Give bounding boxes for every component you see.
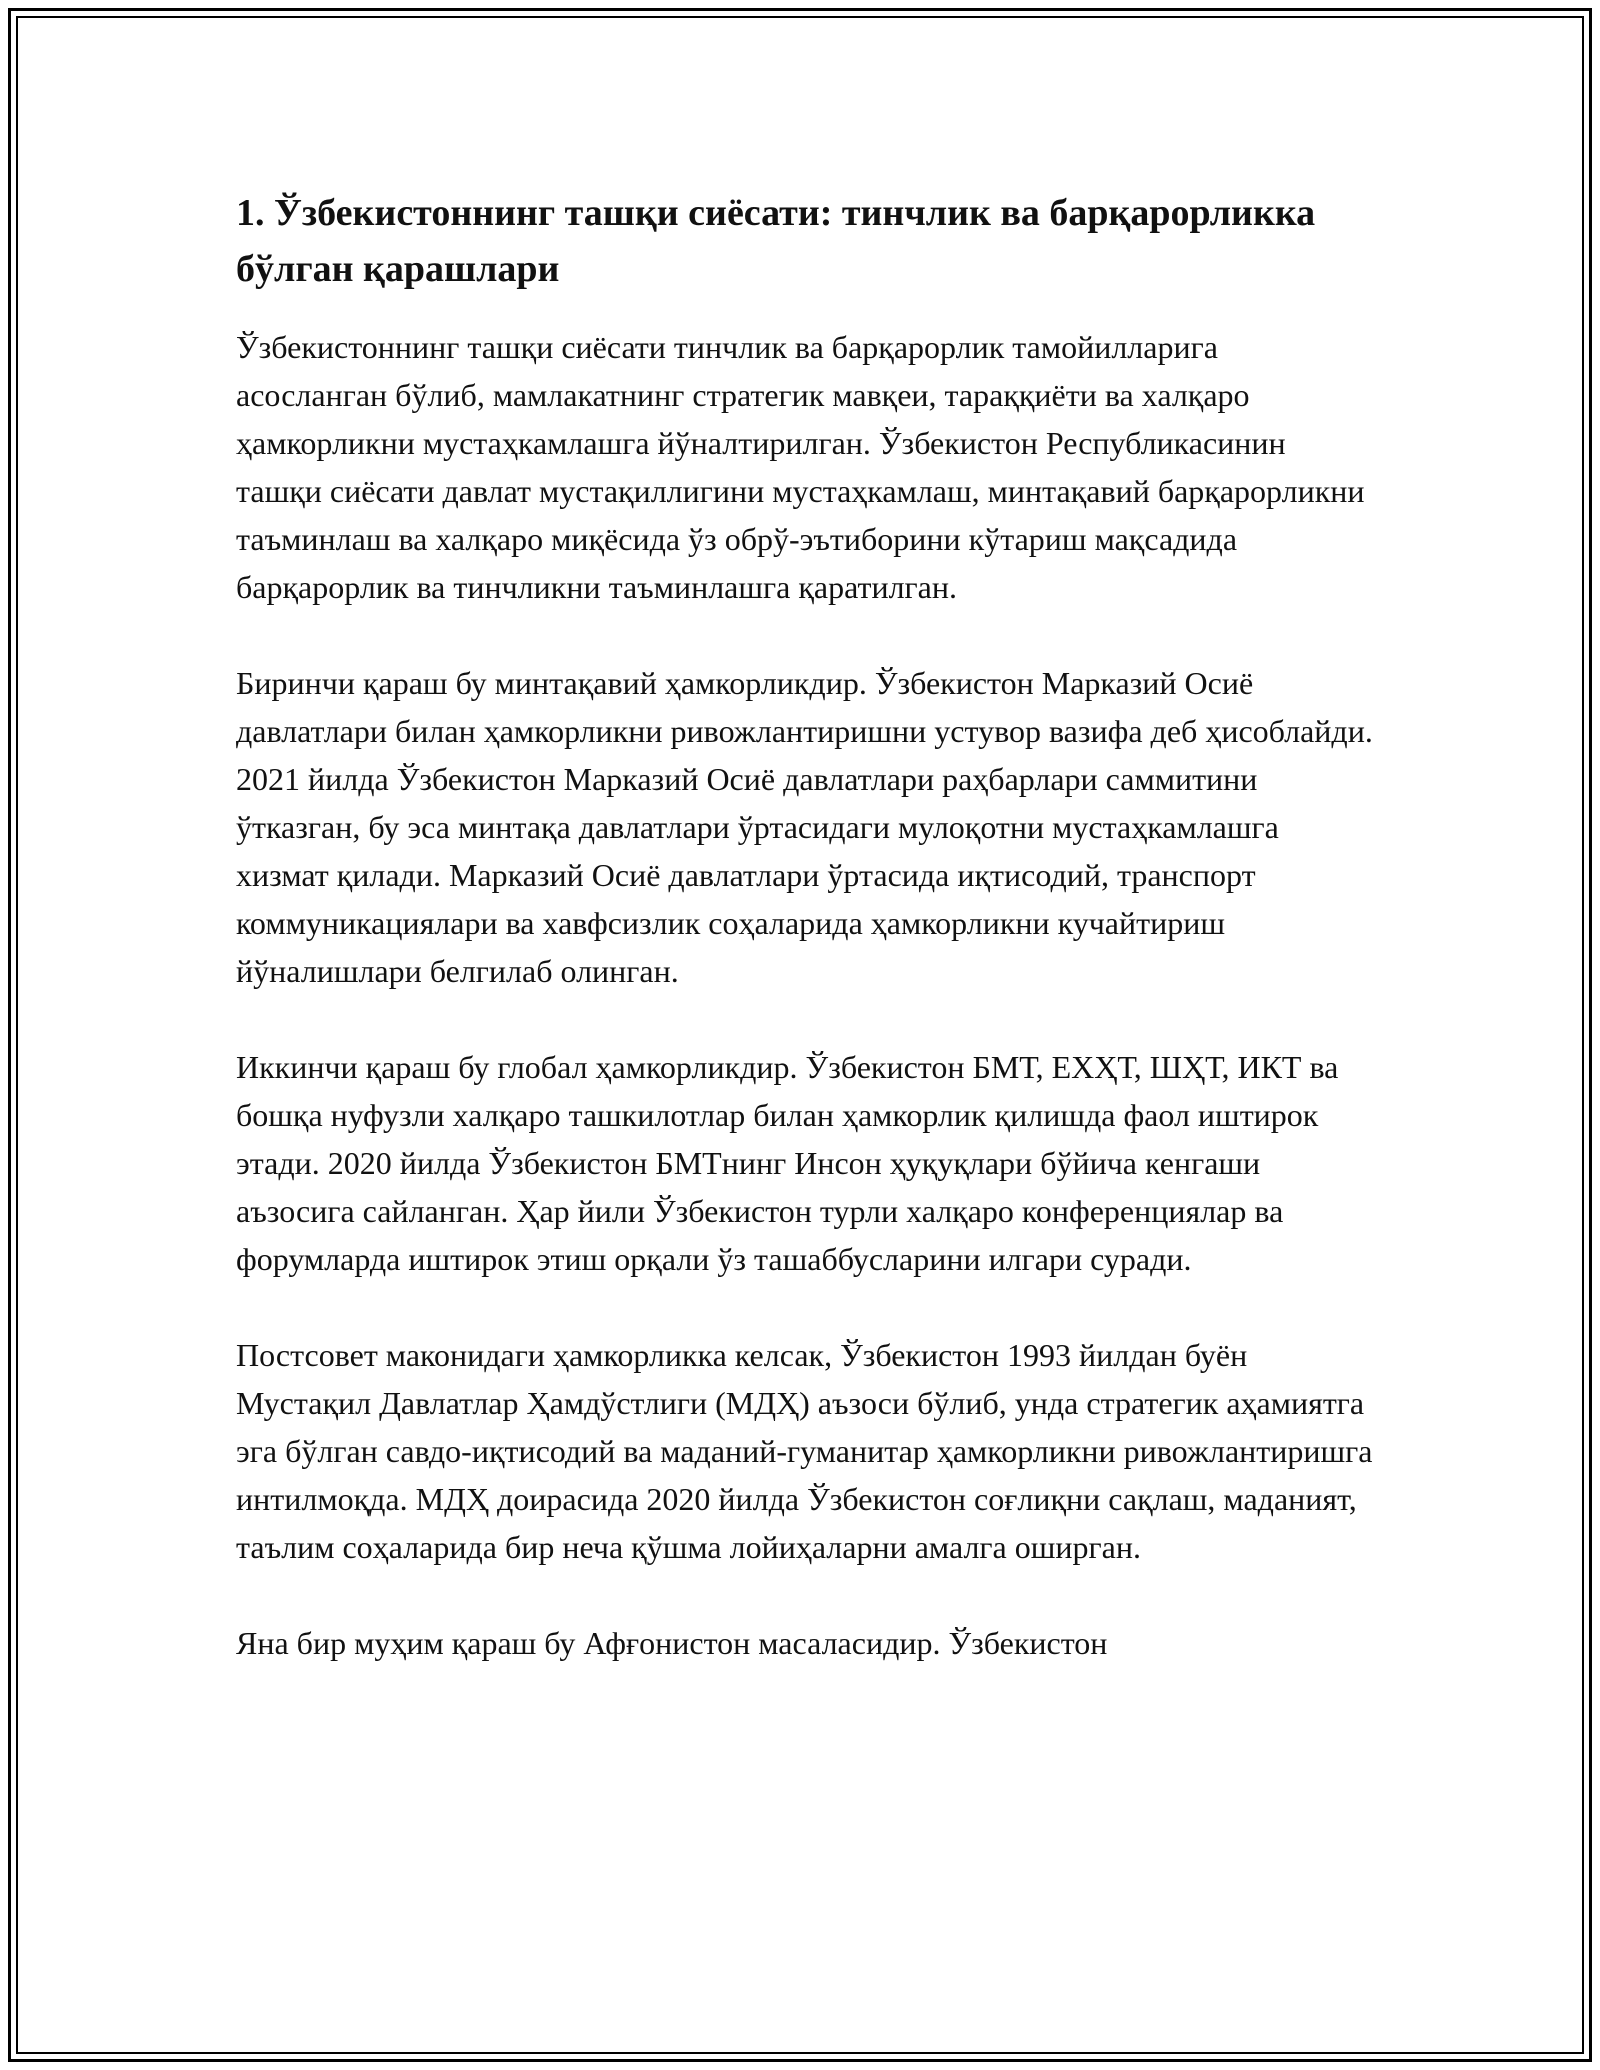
paragraph-regional-cooperation: Биринчи қараш бу минтақавий ҳамкорликдир. Ўзбекистон Марказий Осиё давлатлари билан ҳамкорликни ривожлантиришни устувор вазифа деб ҳисоблайди. 2021 йилда Ўзбекистон Марказий Осиё давлатлари раҳбарлари саммитини ўтказган, бу эса минтақа давлатлари ўртасидаги мулоқотни мустаҳкамлашга хизмат қилади. Марказий Осиё давлатлари ўртасида иқтисодий, транспорт коммуникациялари ва хавфсизлик соҳаларида ҳамкорликни кучайтириш йўналишлари белгилаб олинган. (236, 665, 1373, 989)
paragraph-afghanistan: Яна бир муҳим қараш бу Афғонистон масаласидир. Ўзбекистон (236, 1625, 1108, 1661)
document-body (236, 185, 1376, 1715)
paragraph-intro: Ўзбекистоннинг ташқи сиёсати тинчлик ва барқарорлик тамойилларига асосланган бўлиб, мамлакатнинг стратегик мавқеи, тараққиёти ва халқаро ҳамкорликни мустаҳкамлашга йўналтирилган. Ўзбекистон Республикасинин ташқи сиёсати давлат мустақиллигини мустаҳкамлаш, минтақавий барқарорликни таъминлаш ва халқаро миқёсида ўз обрў-эътиборини кўтариш мақсадида барқарорлик ва тинчликни таъминлашга қаратилган. (236, 329, 1365, 605)
paragraph-post-soviet-cooperation: Постсовет маконидаги ҳамкорликка келсак, Ўзбекистон 1993 йилдан буён Мустақил Давлатлар Ҳамдўстлиги (МДҲ) аъзоси бўлиб, унда стратегик аҳамиятга эга бўлган савдо-иқтисодий ва маданий-гуманитар ҳамкорликни ривожлантиришга интилмоқда. МДҲ доирасида 2020 йилда Ўзбекистон соғлиқни сақлаш, маданият, таълим соҳаларида бир неча қўшма лойиҳаларни амалга оширган. (236, 1337, 1373, 1565)
section-heading: 1. Ўзбекистоннинг ташқи сиёсати: тинчлик ва барқарорликка бўлган қарашлари (236, 192, 1316, 290)
paragraph-global-cooperation: Иккинчи қараш бу глобал ҳамкорликдир. Ўзбекистон БМТ, ЕХҲТ, ШҲТ, ИКТ ва бошқа нуфузли халқаро ташкилотлар билан ҳамкорлик қилишда фаол иштирок этади. 2020 йилда Ўзбекистон БМТнинг Инсон ҳуқуқлари бўйича кенгаши аъзосига сайланган. Ҳар йили Ўзбекистон турли халқаро конференциялар ва форумларда иштирок этиш орқали ўз ташаббусларини илгари суради. (236, 1049, 1339, 1277)
